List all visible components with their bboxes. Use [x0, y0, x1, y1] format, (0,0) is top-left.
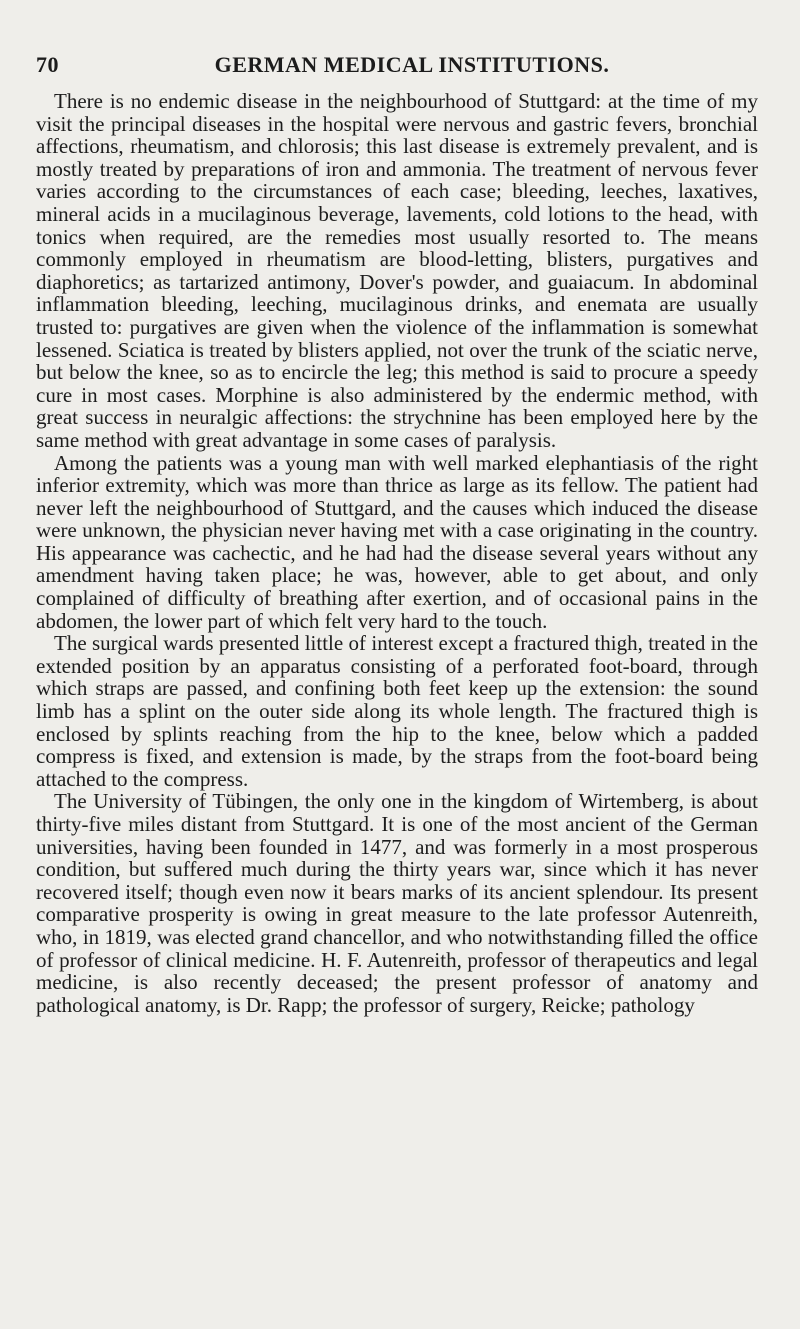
paragraph-tubingen: The University of Tübingen, the only one in the kingdom of Wirtemberg, is about thirty-five miles distant from Stuttgard. It is one of the most ancient of the German universities, having been founded in 1477, and was formerly in a most prosperous condition, but suffered much during the thirty years war, since which it has never recovered itself; though even now it bears marks of its ancient splendour. Its present comparative prosperity is owing in great measure to the late professor Autenreith, who, in 1819, was elected grand chancellor, and who notwithstanding filled the office of professor of clinical medicine. H. F. Autenreith, professor of therapeutics and legal medicine, is also recently deceased; the present professor of anatomy and pathological anatomy, is Dr. Rapp; the professor of surgery, Reicke; pathology: [36, 789, 758, 1017]
paragraph-elephantiasis: Among the patients was a young man with well marked elephantiasis of the right inferior extremity, which was more than thrice as large as its fellow. The patient had never left the neighbourhood of Stuttgard, and the causes which induced the disease were unknown, the physician never having met with a case originating in the country. His appearance was cachectic, and he had had the disease several years without any amendment having taken place; he was, however, able to get about, and only complained of difficulty of breathing after exertion, and of occasional pains in the abdomen, the lower part of which felt very hard to the touch.: [36, 450, 758, 633]
paragraph-diseases: There is no endemic disease in the neighbourhood of Stuttgard: at the time of my visit the principal diseases in the hospital were nervous and gastric fevers, bronchial affections, rheumatism, and chlorosis; this last disease is extremely prevalent, and is mostly treated by preparations of iron and ammonia. The treatment of nervous fever varies according to the circumstances of each case; bleeding, leeches, laxatives, mineral acids in a mucilaginous beverage, lavements, cold lotions to the head, with tonics when required, are the remedies most usually resorted to. The means commonly employed in rheumatism are blood-letting, blisters, purgatives and diaphoretics; as tartarized antimony, Dover's powder, and guaiacum. In abdominal inflammation bleeding, leeching, mucilaginous drinks, and enemata are usually trusted to: purgatives are given when the violence of the inflammation is somewhat lessened. Sciatica is treated by blisters applied, not over the trunk of the sciatic nerve, but below the knee, so as to encircle the leg; this method is said to procure a speedy cure in most cases. Morphine is also administered by the endermic method, with great success in neuralgic affections: the strychnine has been employed here by the same method with great advantage in some cases of paralysis.: [36, 89, 758, 452]
paragraph-surgical-wards: The surgical wards presented little of interest except a fractured thigh, treated in the extended position by an apparatus consisting of a perforated foot-board, through which straps are passed, and confining both feet keep up the extension: the sound limb has a splint on the outer side along its whole length. The fractured thigh is enclosed by splints reaching from the hip to the knee, below which a padded compress is fixed, and extension is made, by the straps from the foot-board being attached to the compress.: [36, 631, 758, 791]
body-text: [36, 90, 758, 1016]
running-head: [36, 48, 758, 82]
book-page: [36, 48, 758, 1016]
running-title: GERMAN MEDICAL INSTITUTIONS.: [214, 52, 610, 77]
page-number: 70: [36, 52, 59, 77]
